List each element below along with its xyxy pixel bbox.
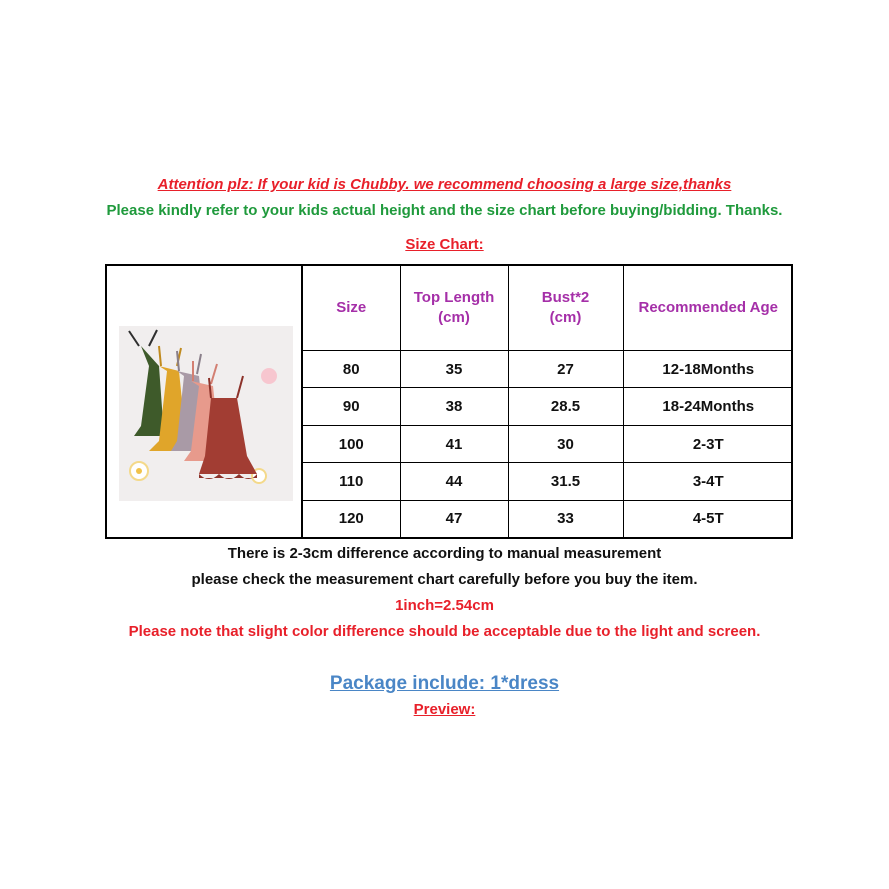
cell-top-length: 41 [400,425,508,463]
package-include: Package include: 1*dress [329,673,560,694]
cell-size: 90 [303,388,400,426]
color-difference-note: Please note that slight color difference should be acceptable due to the light and screen. [128,623,761,640]
inch-conversion-note: 1inch=2.54cm [395,597,494,614]
cell-age: 3-4T [623,463,793,501]
measurement-difference-note: There is 2-3cm difference according to manual measurement [227,545,662,562]
table-row [303,463,793,501]
header-recommended-age: Recommended Age [623,266,793,350]
cell-bust: 33 [508,500,623,537]
table-row [303,350,793,388]
cell-bust: 28.5 [508,388,623,426]
header-bust [508,266,623,350]
preview-heading: Preview: [413,701,476,718]
table-row [303,388,793,426]
size-chart [105,264,793,539]
cell-size: 80 [303,350,400,388]
header-top-length [400,266,508,350]
check-chart-note: please check the measurement chart carefully before you buy the item. [191,571,698,588]
header-bust-text: Bust*2 (cm) [541,288,590,326]
cell-top-length: 38 [400,388,508,426]
header-size: Size [303,266,400,350]
dresses-illustration [119,326,293,501]
product-photo [119,326,293,501]
table-header-row [303,266,793,350]
attention-notice: Attention plz: If your kid is Chubby. we recommend choosing a large size,thanks [157,176,732,193]
cell-age: 2-3T [623,425,793,463]
cell-size: 120 [303,500,400,537]
size-chart-heading: Size Chart: [405,236,484,253]
header-top-length-text: Top Length (cm) [413,288,495,326]
cell-size: 100 [303,425,400,463]
cell-age: 12-18Months [623,350,793,388]
cell-top-length: 35 [400,350,508,388]
cell-bust: 30 [508,425,623,463]
product-photo-cell [107,266,303,537]
cell-age: 18-24Months [623,388,793,426]
cell-top-length: 44 [400,463,508,501]
size-refer-notice: Please kindly refer to your kids actual height and the size chart before buying/bidding. Thanks. [106,202,783,219]
cell-size: 110 [303,463,400,501]
cell-top-length: 47 [400,500,508,537]
table-row [303,500,793,537]
table-row [303,425,793,463]
size-table [303,266,793,537]
cell-bust: 31.5 [508,463,623,501]
cell-bust: 27 [508,350,623,388]
cell-age: 4-5T [623,500,793,537]
